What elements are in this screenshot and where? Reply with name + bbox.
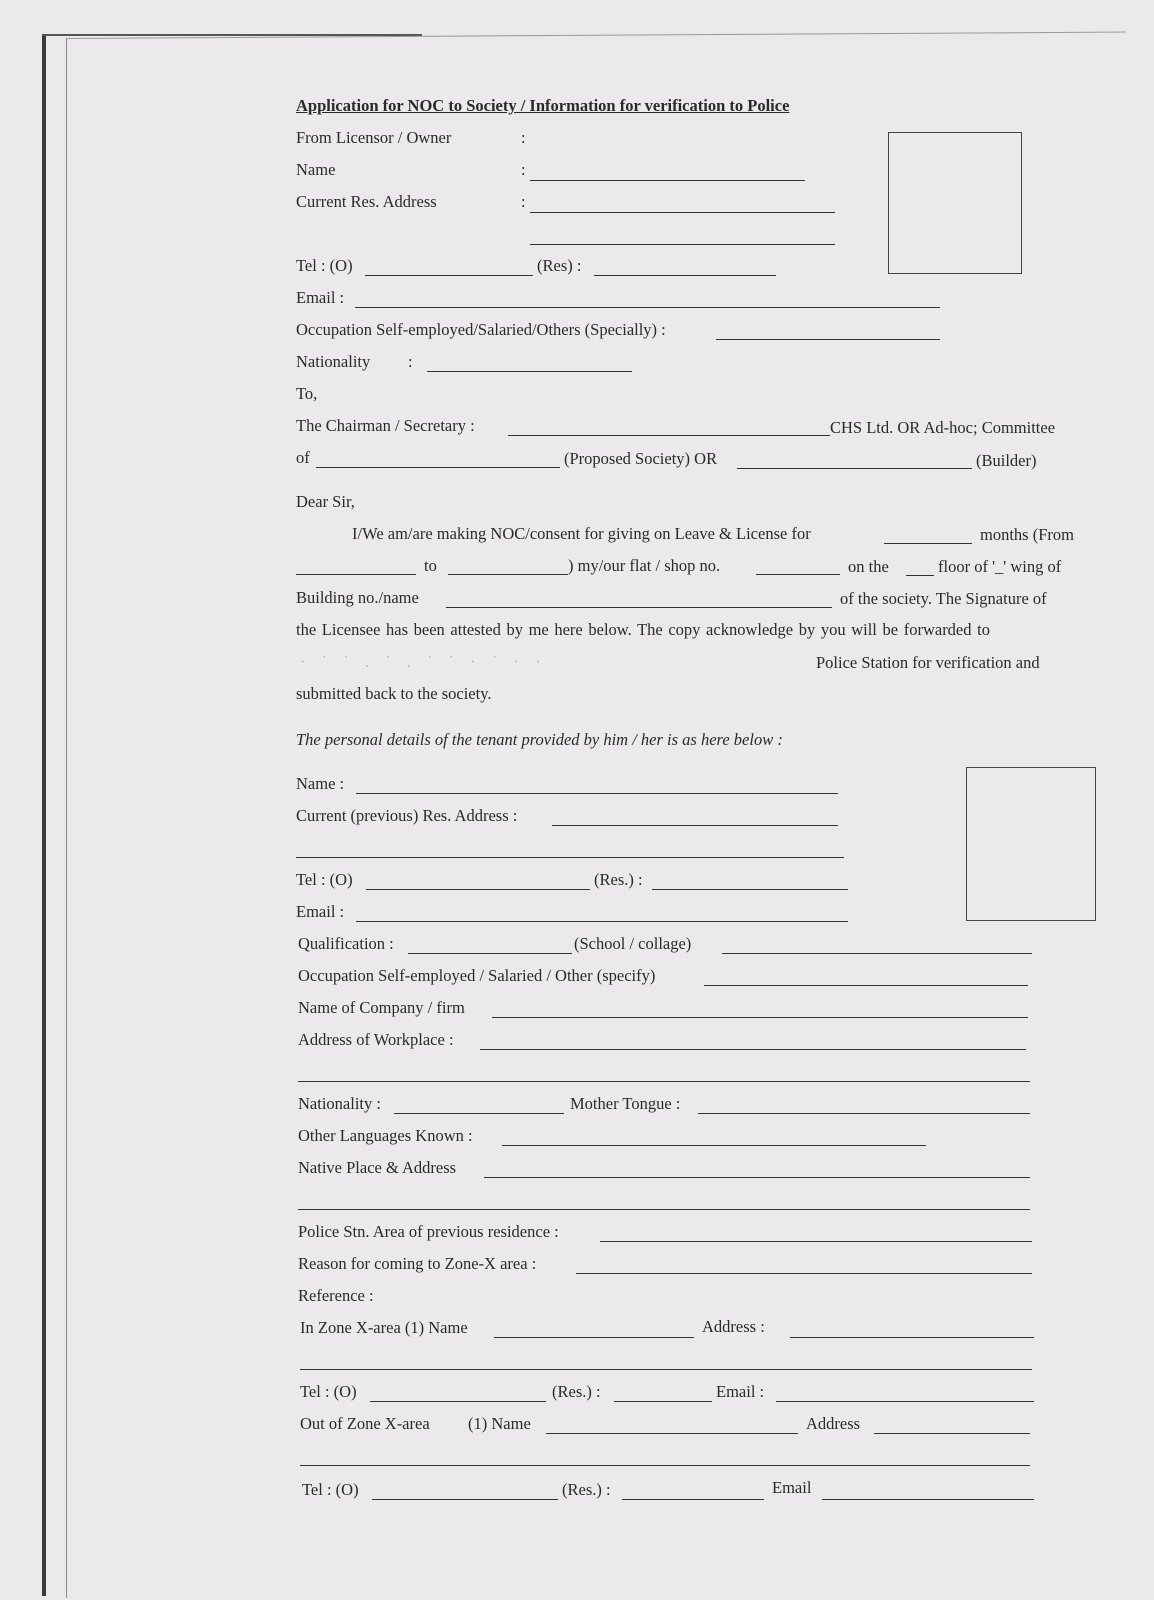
tenant-occupation-field[interactable] <box>704 985 1028 986</box>
owner-tel-res-field[interactable] <box>594 275 776 276</box>
to-label: To, <box>296 384 318 403</box>
builder-field[interactable] <box>737 468 972 469</box>
owner-address-field-2[interactable] <box>530 244 835 245</box>
owner-address-field-1[interactable] <box>530 212 835 213</box>
tenant-native-field-2[interactable] <box>298 1209 1030 1210</box>
from-licensor-colon: : <box>521 128 526 147</box>
out-zone-label: Out of Zone X-area <box>300 1414 430 1433</box>
in-zone-name-field[interactable] <box>494 1337 694 1338</box>
tenant-native-field-1[interactable] <box>484 1177 1030 1178</box>
of-label: of <box>296 448 310 467</box>
letter-line5: Police Station for verification and <box>816 653 1040 672</box>
owner-email-field[interactable] <box>355 307 940 308</box>
owner-address-label: Current Res. Address <box>296 192 437 211</box>
tenant-mother-tongue-field[interactable] <box>698 1113 1030 1114</box>
owner-name-field[interactable] <box>530 180 805 181</box>
letter-line2-on: on the <box>848 557 889 576</box>
out-tel-office-field[interactable] <box>372 1499 558 1500</box>
in-zone-address-label: Address : <box>702 1317 765 1336</box>
owner-tel-res-label: (Res) : <box>537 256 582 275</box>
out-tel-res-field[interactable] <box>622 1499 764 1500</box>
ref-tel-office-field[interactable] <box>370 1401 546 1402</box>
owner-tel-office-label: Tel : (O) <box>296 256 353 275</box>
tenant-nationality-label: Nationality : <box>298 1094 381 1113</box>
tenant-occupation-label: Occupation Self-employed / Salaried / Other (specify) <box>298 966 656 985</box>
tenant-languages-label: Other Languages Known : <box>298 1126 473 1145</box>
form-title: Application for NOC to Society / Information for verification to Police <box>296 96 790 115</box>
ref-email-label: Email : <box>716 1382 765 1401</box>
tenant-mother-tongue-label: Mother Tongue : <box>570 1094 681 1113</box>
in-zone-address-field-2[interactable] <box>300 1369 1032 1370</box>
in-zone-address-field-1[interactable] <box>790 1337 1034 1338</box>
tenant-school-field[interactable] <box>722 953 1032 954</box>
out-zone-name-label: (1) Name <box>468 1414 531 1433</box>
tenant-school-label: (School / collage) <box>574 934 692 953</box>
license-months-field[interactable] <box>884 543 972 544</box>
letter-line4: the Licensee has been attested by me here below. The copy acknowledge by you will be forwarded to <box>296 620 990 639</box>
owner-tel-office-field[interactable] <box>365 275 533 276</box>
police-station-smudge: · ˙ ˙ . ˙ . ˙ ˙ · ˙ · · <box>300 652 547 671</box>
tenant-reason-field[interactable] <box>576 1273 1032 1274</box>
owner-email-label: Email : <box>296 288 345 307</box>
owner-name-label: Name <box>296 160 336 179</box>
letter-line2-flat: ) my/our flat / shop no. <box>568 556 721 575</box>
letter-line6: submitted back to the society. <box>296 684 492 703</box>
ref-email-field[interactable] <box>776 1401 1034 1402</box>
in-zone-name-label: In Zone X-area (1) Name <box>300 1318 468 1337</box>
builder-label: (Builder) <box>976 451 1037 470</box>
tenant-tel-office-field[interactable] <box>366 889 590 890</box>
letter-line3-society: of the society. The Signature of <box>840 589 1047 608</box>
tenant-email-label: Email : <box>296 902 345 921</box>
tenant-photo-box <box>966 767 1096 921</box>
tenant-address-label: Current (previous) Res. Address : <box>296 806 518 825</box>
tenant-workplace-field-1[interactable] <box>480 1049 1026 1050</box>
tenant-tel-res-field[interactable] <box>652 889 848 890</box>
out-zone-address-field-2[interactable] <box>300 1465 1030 1466</box>
page-border-left-inner <box>66 38 67 1598</box>
license-from-field[interactable] <box>296 574 416 575</box>
tenant-company-field[interactable] <box>492 1017 1028 1018</box>
owner-occupation-field[interactable] <box>716 339 940 340</box>
tenant-qualification-label: Qualification : <box>298 934 394 953</box>
license-to-field[interactable] <box>448 574 568 575</box>
tenant-tel-office-label: Tel : (O) <box>296 870 353 889</box>
owner-photo-box <box>888 132 1022 274</box>
owner-nationality-label: Nationality <box>296 352 371 371</box>
out-tel-res-label: (Res.) : <box>562 1480 611 1499</box>
tenant-languages-field[interactable] <box>502 1145 926 1146</box>
page-border-left <box>42 36 46 1596</box>
tenant-police-area-field[interactable] <box>600 1241 1032 1242</box>
tenant-intro: The personal details of the tenant provided by him / her is as here below : <box>296 730 783 749</box>
tenant-name-label: Name : <box>296 774 345 793</box>
tenant-native-label: Native Place & Address <box>298 1158 457 1177</box>
out-email-label: Email <box>772 1478 812 1497</box>
out-zone-address-label: Address <box>806 1414 861 1433</box>
tenant-police-area-label: Police Stn. Area of previous residence : <box>298 1222 559 1241</box>
proposed-society-label: (Proposed Society) OR <box>564 449 718 468</box>
letter-line3-building: Building no./name <box>296 588 419 607</box>
owner-address-colon: : <box>521 192 526 211</box>
tenant-qualification-field[interactable] <box>408 953 572 954</box>
tenant-workplace-field-2[interactable] <box>298 1081 1030 1082</box>
tenant-name-field[interactable] <box>356 793 838 794</box>
society-name-field[interactable] <box>508 435 830 436</box>
letter-line1-a: I/We am/are making NOC/consent for giving on Leave & License for <box>352 524 811 543</box>
flat-number-field[interactable] <box>756 574 840 575</box>
out-zone-name-field[interactable] <box>546 1433 798 1434</box>
ref-tel-office-label: Tel : (O) <box>300 1382 357 1401</box>
out-zone-address-field-1[interactable] <box>874 1433 1030 1434</box>
proposed-society-field[interactable] <box>316 467 560 468</box>
ref-tel-res-field[interactable] <box>614 1401 712 1402</box>
tenant-email-field[interactable] <box>356 921 848 922</box>
chairman-label: The Chairman / Secretary : <box>296 416 475 435</box>
tenant-tel-res-label: (Res.) : <box>594 870 643 889</box>
owner-nationality-colon: : <box>408 352 413 371</box>
owner-occupation-label: Occupation Self-employed/Salaried/Others (Specially) : <box>296 320 666 339</box>
reference-label: Reference : <box>298 1286 374 1305</box>
salutation: Dear Sir, <box>296 492 355 511</box>
owner-nationality-field[interactable] <box>427 371 632 372</box>
from-licensor-label: From Licensor / Owner <box>296 128 452 147</box>
out-email-field[interactable] <box>822 1499 1034 1500</box>
letter-line1-b: months (From <box>980 525 1074 544</box>
chs-label: CHS Ltd. OR Ad-hoc; Committee <box>830 418 1056 437</box>
tenant-reason-label: Reason for coming to Zone-X area : <box>298 1254 537 1273</box>
floor-field[interactable] <box>906 575 934 576</box>
tenant-workplace-label: Address of Workplace : <box>298 1030 454 1049</box>
owner-name-colon: : <box>521 160 526 179</box>
tenant-address-field-2[interactable] <box>296 857 844 858</box>
out-tel-office-label: Tel : (O) <box>302 1480 359 1499</box>
tenant-address-field-1[interactable] <box>552 825 838 826</box>
letter-line2-to: to <box>424 556 437 575</box>
letter-line2-floor: floor of '_' wing of <box>938 557 1062 576</box>
ref-tel-res-label: (Res.) : <box>552 1382 601 1401</box>
building-name-field[interactable] <box>446 607 832 608</box>
tenant-company-label: Name of Company / firm <box>298 998 465 1017</box>
tenant-nationality-field[interactable] <box>394 1113 564 1114</box>
